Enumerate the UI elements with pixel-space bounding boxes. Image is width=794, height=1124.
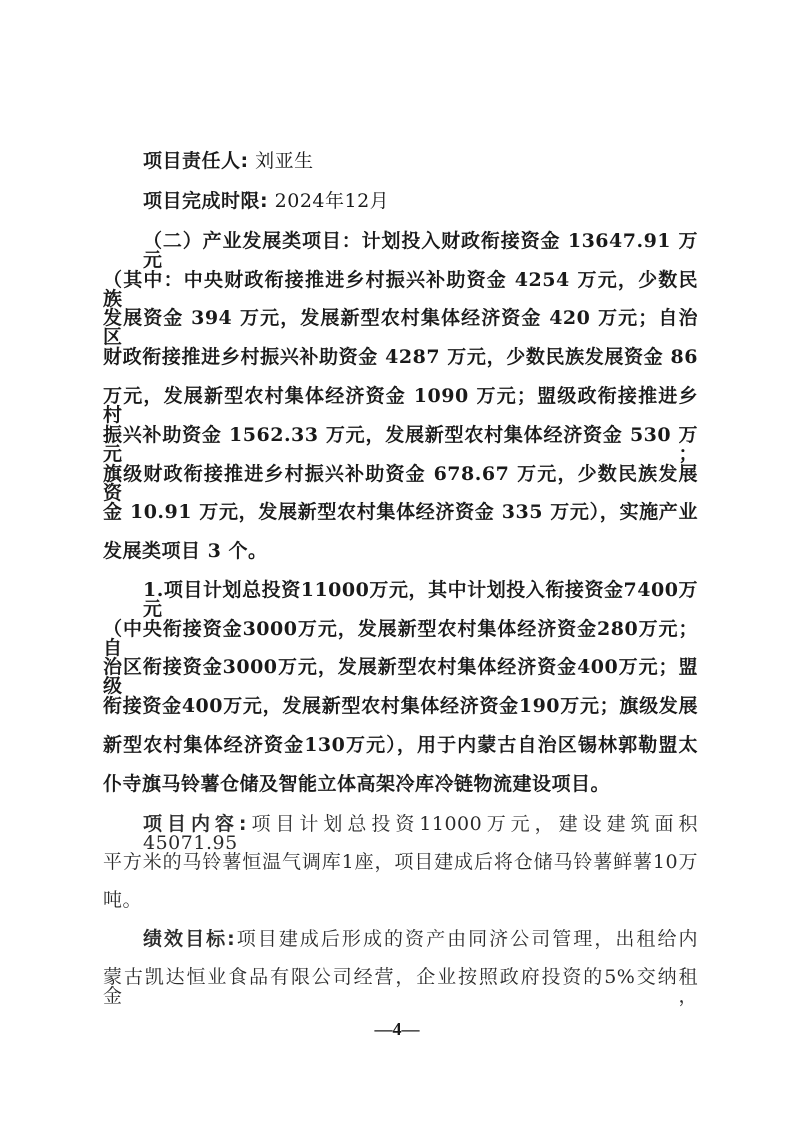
- project-one-line: 1.项目计划总投资11000万元，其中计划投入衔接资金7400万元: [143, 579, 698, 620]
- project-one-line: （中央衔接资金3000万元，发展新型农村集体经济资金280万元；自: [103, 618, 698, 659]
- completion-deadline-value: 2024年12月: [274, 190, 390, 212]
- industry-paragraph-line: 万元，发展新型农村集体经济资金 1090 万元；盟级政衔接推进乡村: [103, 385, 698, 426]
- performance-goal-line: [143, 930, 698, 949]
- project-content-text: 项目计划总投资11000万元，建设建筑面积45071.95: [143, 813, 698, 854]
- project-content-line: 吨。: [103, 889, 143, 911]
- performance-goal-text: 项目建成后形成的资产由同济公司管理，出租给内: [235, 928, 698, 950]
- completion-deadline-line: [143, 192, 698, 211]
- project-one-line: 新型农村集体经济资金130万元），用于内蒙古自治区锡林郭勒盟太: [103, 734, 698, 756]
- industry-paragraph-line: 财政衔接推进乡村振兴补助资金 4287 万元，少数民族发展资金 86: [103, 346, 698, 368]
- project-content-line: [143, 815, 698, 853]
- project-owner-label: 项目责任人:: [143, 150, 249, 172]
- industry-paragraph-line: 旗级财政衔接推进乡村振兴补助资金 678.67 万元，少数民族发展资: [103, 463, 698, 504]
- project-content-label: 项目内容:: [143, 813, 247, 835]
- industry-paragraph-line: （其中：中央财政衔接推进乡村振兴补助资金 4254 万元，少数民族: [103, 269, 698, 310]
- project-one-line: 治区衔接资金3000万元，发展新型农村集体经济资金400万元；盟级: [103, 656, 698, 697]
- completion-deadline-label: 项目完成时限:: [143, 190, 269, 212]
- project-one-line: 仆寺旗马铃薯仓储及智能立体高架冷库冷链物流建设项目。: [103, 773, 611, 795]
- page-number: —4—: [374, 1019, 420, 1039]
- project-owner-value: 刘亚生: [255, 150, 314, 172]
- project-owner-line: [143, 152, 698, 171]
- industry-paragraph-line: （二）产业发展类项目：计划投入财政衔接资金 13647.91 万元: [143, 230, 698, 271]
- performance-goal-label: 绩效目标:: [143, 928, 236, 950]
- industry-paragraph-line: 发展类项目 3 个。: [103, 540, 268, 562]
- industry-paragraph-line: 振兴补助资金 1562.33 万元，发展新型农村集体经济资金 530 万元；: [103, 424, 698, 465]
- industry-paragraph-line: 金 10.91 万元，发展新型农村集体经济资金 335 万元），实施产业: [103, 501, 698, 523]
- performance-goal-line: 蒙古凯达恒业食品有限公司经营，企业按照政府投资的5%交纳租金，: [103, 966, 698, 1007]
- project-content-line: 平方米的马铃薯恒温气调库1座，项目建成后将仓储马铃薯鲜薯10万: [103, 851, 698, 873]
- project-one-line: 衔接资金400万元，发展新型农村集体经济资金190万元；旗级发展: [103, 695, 698, 717]
- industry-paragraph-line: 发展资金 394 万元，发展新型农村集体经济资金 420 万元；自治区: [103, 307, 698, 348]
